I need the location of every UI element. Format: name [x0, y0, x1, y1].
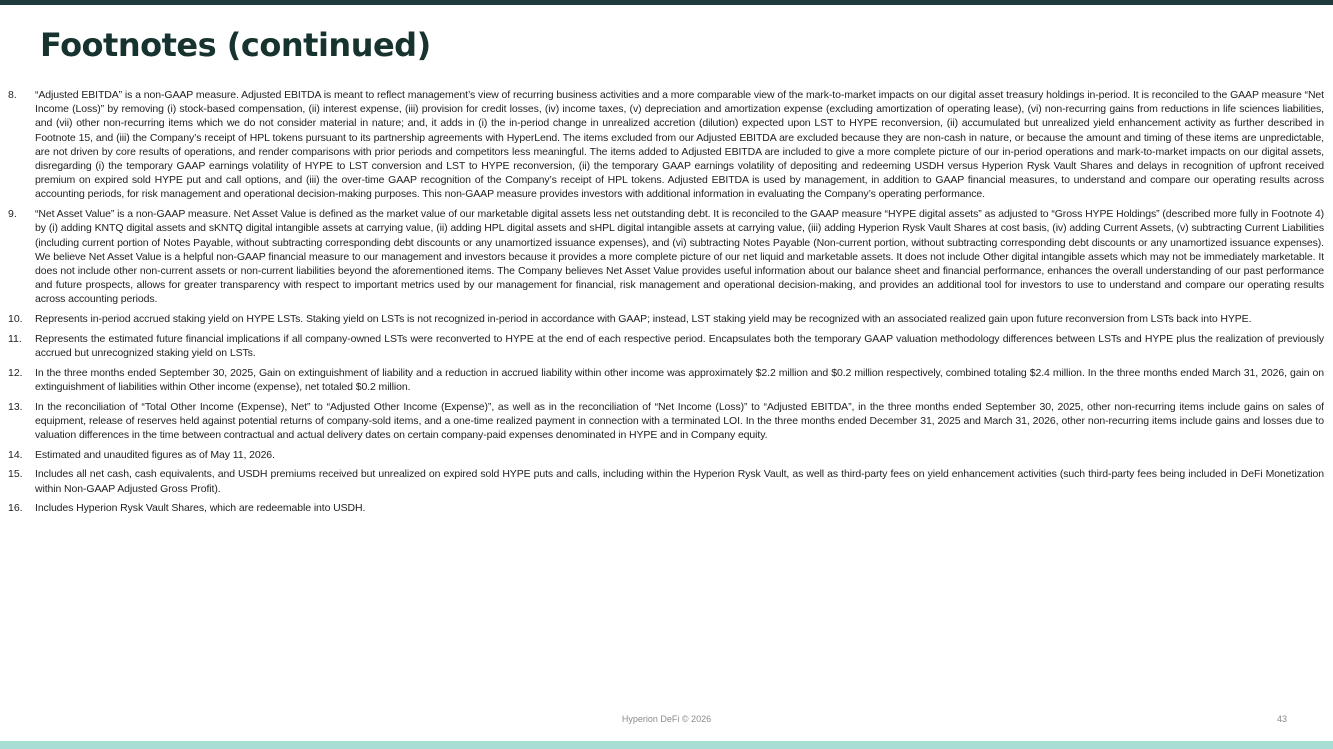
- footnote-number: 13.: [8, 400, 23, 413]
- footnote-text: Estimated and unaudited figures as of May 11, 2026.: [35, 448, 275, 461]
- footnote-number: 11.: [8, 332, 22, 345]
- footnote-text: “Adjusted EBITDA” is a non-GAAP measure. Adjusted EBITDA is meant to reflect management’s view of recurring business activities and a more comparable view of the mark-to-market impacts on our digital asset treasury holdings in-period. It is reconciled to the GAAP measure “Net Income (Loss)” by removing (i) stock-based compensation, (ii) interest expense, (iii) provision for credit losses, (iv) income taxes, (v) depreciation and amortization expense (excluding amortization of operating lease), (vi) non-recurring gains from reductions in life sciences liabilities, and (vii) other non-recurring items which we do not consider material in nature; and, it adds in (i) the in-period change in unrealized accretion (dilution) expected upon LST to HYPE reconversion, (ii) accumulated but unrealized yield enhancement activity as further described in Footnote 15, and (iii) the Company’s receipt of HPL tokens pursuant to its partnership agreements with HyperLend. The items excluded from our Adjusted EBITDA are excluded because they are non-cash in nature, or because the amount and timing of these items are unpredictable, are not driven by core results of operations, and render comparisons with prior periods and competitors less meaningful. The items added to Adjusted EBITDA are included to give a more complete picture of our in-period operations and mark-to-market impacts on our digital assets, disregarding (i) the temporary GAAP earnings volatility of HYPE to LST conversion and LST to HYPE reconversion, (ii) the temporary GAAP earnings volatility of depositing and redeeming USDH versus Hyperion Rysk Vault Shares and delays in recognition of upfront received premium on expired sold HYPE put and call options, and (iii) the over-time GAAP recognition of the Company’s receipt of HPL tokens. Adjusted EBITDA is used by management, in addition to GAAP financial measures, to understand and compare our operating results across accounting periods, for risk management and operational decision-making purposes. This non-GAAP measure provides investors with additional information in evaluating the Company’s operating performance.: [35, 89, 1324, 201]
- footnote-15: [8, 467, 1324, 495]
- footnote-text: In the three months ended September 30, 2025, Gain on extinguishment of liability and a reduction in accrued liability within other income was approximately $2.2 million and $0.2 million respectively, combined totaling $2.4 million. In the three months ended March 31, 2026, gain on extinguishment of liabilities within Other income (expense), net totaled $0.2 million.: [35, 366, 1324, 393]
- footnote-text: Represents the estimated future financial implications if all company-owned LSTs were reconverted to HYPE at the end of each respective period. Encapsulates both the temporary GAAP valuation methodology differences between LSTs and HYPE plus the realization of previously accrued but unrecognized staking yield on LSTs.: [35, 332, 1324, 359]
- footnote-text: Includes all net cash, cash equivalents, and USDH premiums received but unrealized on expired sold HYPE puts and calls, including within the Hyperion Rysk Vault, as well as third-party fees on yield enhancement activities (such third-party fees being included in DeFi Monetization within Non-GAAP Adjusted Gross Profit).: [35, 468, 1324, 495]
- top-accent-bar: [0, 0, 1333, 5]
- footnote-12: [8, 366, 1324, 394]
- footnote-number: 9.: [8, 208, 17, 221]
- page-title: Footnotes (continued): [40, 26, 431, 64]
- footnote-16: [8, 501, 1324, 515]
- footnote-9: [8, 207, 1324, 306]
- footnote-number: 16.: [8, 502, 23, 515]
- footnote-11: [8, 332, 1324, 360]
- footnote-14: [8, 448, 1324, 462]
- page-number: 43: [1276, 714, 1287, 724]
- footnote-text: “Net Asset Value” is a non-GAAP measure. Net Asset Value is defined as the market value of our marketable digital assets less net outstanding debt. It is reconciled to the GAAP measure “HYPE digital assets” as adjusted to “Gross HYPE Holdings” (described more fully in Footnote 4) by (i) adding KNTQ digital assets and sKNTQ digital intangible assets at carrying value, (ii) adding HPL digital assets and sHPL digital intangible assets at carrying value, (iii) adding Hyperion Rysk Vault Shares at cost basis, (iv) adding Current Assets, (v) subtracting Current Liabilities (including current portion of Notes Payable, without subtracting corresponding debt discounts or any unamortized issuance expenses), and (vi) subtracting Notes Payable (Non-current portion, without subtracting corresponding debt discounts or any unamortized issuance expenses). We believe Net Asset Value is a helpful non-GAAP financial measure to our management and investors because it provides a more complete picture of our net liquid and marketable assets. It does not include Other digital intangible assets which may not be immediately marketable. It does not include other non-current assets or non-current liabilities beyond the aforementioned items. The Company believes Net Asset Value provides useful information about our balance sheet and financial performance, enhances the overall understanding of our past performance and future prospects, allows for greater transparency with respect to important metrics used by our management for financial, risk management and operational decision-making, and provides an additional tool for investors to use to understand and compare our operating results across accounting periods.: [35, 208, 1324, 306]
- footnote-8: [8, 88, 1324, 202]
- footnote-10: [8, 312, 1324, 326]
- bottom-accent-bar: [0, 741, 1333, 749]
- footnotes-list: [8, 88, 1324, 521]
- footnote-number: 12.: [8, 366, 23, 379]
- footnote-text: Includes Hyperion Rysk Vault Shares, which are redeemable into USDH.: [35, 502, 366, 515]
- footnote-number: 15.: [8, 468, 23, 481]
- footnote-text: In the reconciliation of “Total Other Income (Expense), Net” to “Adjusted Other Income (Expense)”, as well as in the reconciliation of “Net Income (Loss)” to “Adjusted EBITDA”, in the three months ended September 30, 2025, other non-recurring items include gains on sales of equipment, release of reserves held against potential returns of company-sold items, and a one-time realized payment in connection with a terminated LOI. In the three months ended December 31, 2025 and March 31, 2026, other non-recurring items include gains and losses due to valuation differences in the time between contractual and actual delivery dates on certain company-paid expenses denominated in HYPE and in Company equity.: [35, 400, 1324, 441]
- footnote-text: Represents in-period accrued staking yield on HYPE LSTs. Staking yield on LSTs is not recognized in-period in accordance with GAAP; instead, LST staking yield may be recognized with an associated realized gain upon future reconversion from LSTs back into HYPE.: [35, 313, 1252, 326]
- footnote-number: 10.: [8, 313, 23, 326]
- footnote-number: 8.: [8, 89, 17, 101]
- footnote-number: 14.: [8, 448, 23, 461]
- footer-copyright: Hyperion DeFi © 2026: [621, 714, 712, 724]
- footnote-13: [8, 400, 1324, 443]
